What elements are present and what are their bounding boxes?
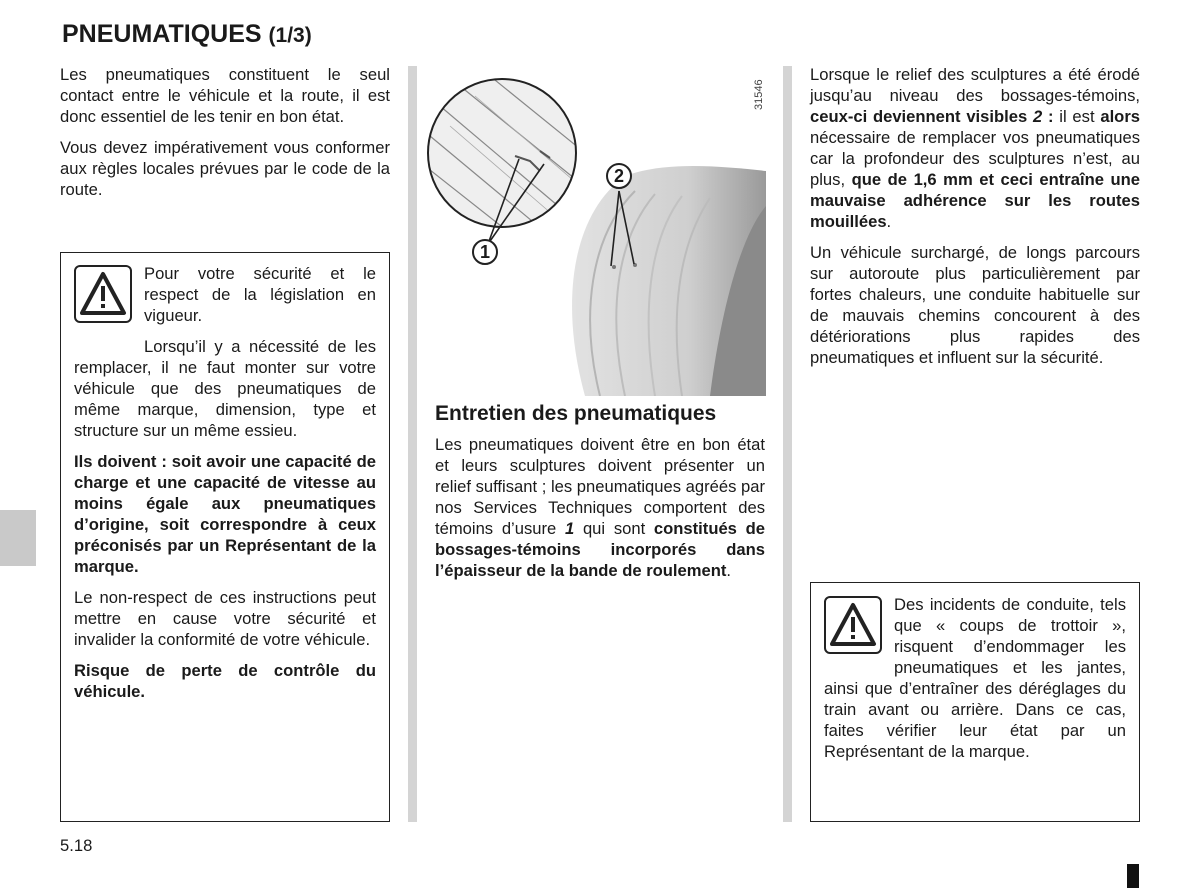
page-edge-marker xyxy=(1127,864,1139,888)
column-separator-right xyxy=(783,66,792,822)
maintenance-paragraph xyxy=(435,434,765,581)
wear-text-part: nécessaire de remplacer vos pneumatiques car la profondeur des sculptures n’est, au plus, xyxy=(810,128,1140,189)
section-tab xyxy=(0,510,36,566)
figure-reference-number: 31546 xyxy=(753,79,765,110)
warning-triangle-icon xyxy=(824,596,882,654)
maintenance-section xyxy=(435,402,765,581)
wear-indicator-ref-1: 1 xyxy=(564,519,575,538)
wear-text-part: . xyxy=(886,212,892,231)
warning1-paragraph-4: Le non-respect de ces instructions peut mettre en cause votre sécurité et invalider la conformité de votre véhicule. xyxy=(74,588,376,649)
tire-wear-figure xyxy=(420,66,770,396)
wear-text-part: Lorsque le relief des sculptures a été érodé jusqu’au niveau des bossages-témoins, xyxy=(810,65,1140,105)
wear-text xyxy=(810,64,1140,378)
warning2-paragraph: Des incidents de conduite, tels que « coups de trottoir », risquent d’endommager les pneumatiques et les jantes, ainsi que d’entraîner des déréglages du train avant ou arrière. Dans ce cas, faites vérifier leur état par un Représentant de la marque. xyxy=(824,595,1126,761)
column-separator-left xyxy=(408,66,417,822)
wear-text-bold: que de 1,6 mm et ceci entraîne une mauvaise adhérence sur les routes mouillées xyxy=(810,170,1140,231)
wear-text-bold: ceux-ci deviennent visibles xyxy=(810,107,1033,126)
callout-1-badge: 1 xyxy=(472,239,498,265)
warning-triangle-icon xyxy=(74,265,132,323)
wear-text-bold: : xyxy=(1042,107,1054,126)
maintenance-text-bold: constitués de bossages-témoins incorporés dans l’épaisseur de la bande de roulement xyxy=(435,519,765,580)
warning1-paragraph-2: Lorsqu’il y a nécessité de les remplacer, il ne faut monter sur votre véhicule que des pneumatiques de même marque, dimension, type et structure sur un même essieu. xyxy=(74,337,376,440)
wear-paragraph-1 xyxy=(810,64,1140,232)
title-part: (1/3) xyxy=(268,24,312,47)
page-number: 5.18 xyxy=(60,836,93,855)
warning1-paragraph-3: Ils doivent : soit avoir une capacité de charge et une capacité de vitesse au moins égale aux pneumatiques d’origine, soit correspondre à ceux préconisés par un Représentant de la marque. xyxy=(74,452,376,576)
intro-text xyxy=(60,64,390,210)
wear-indicator-ref-2: 2 xyxy=(1032,107,1043,126)
intro-paragraph-2: Vous devez impérativement vous conformer aux règles locales prévues par le code de la route. xyxy=(60,138,390,199)
wear-text-bold: alors xyxy=(1100,107,1141,126)
warning1-paragraph-1: Pour votre sécurité et le respect de la législation en vigueur. xyxy=(144,264,376,325)
warning-box-driving-incidents xyxy=(810,582,1140,822)
title-main: PNEUMATIQUES xyxy=(62,20,262,48)
maintenance-text-part: . xyxy=(726,561,732,580)
maintenance-text-part: qui sont xyxy=(574,519,654,538)
warning-box-safety xyxy=(60,252,390,822)
wear-text-part: il est xyxy=(1053,107,1101,126)
wear-paragraph-2: Un véhicule surchargé, de longs parcours sur autoroute plus particulièrement par fortes chaleurs, une conduite habituelle sur de mauvais chemins concourent à des détériorations plus rapides des pneumatiques et influent sur la sécurité. xyxy=(810,243,1140,367)
page-title xyxy=(62,20,312,49)
maintenance-text-part: Les pneumatiques doivent être en bon état et leurs sculptures doivent présenter un relief suffisant ; les pneumatiques agréés par nos Services Techniques comportent des témoins d’usure xyxy=(435,435,765,538)
section-heading: Entretien des pneumatiques xyxy=(435,402,717,425)
callout-2-badge: 2 xyxy=(606,163,632,189)
warning1-paragraph-5: Risque de perte de contrôle du véhicule. xyxy=(74,661,376,701)
intro-paragraph-1: Les pneumatiques constituent le seul contact entre le véhicule et la route, il est donc essentiel de les tenir en bon état. xyxy=(60,65,390,126)
